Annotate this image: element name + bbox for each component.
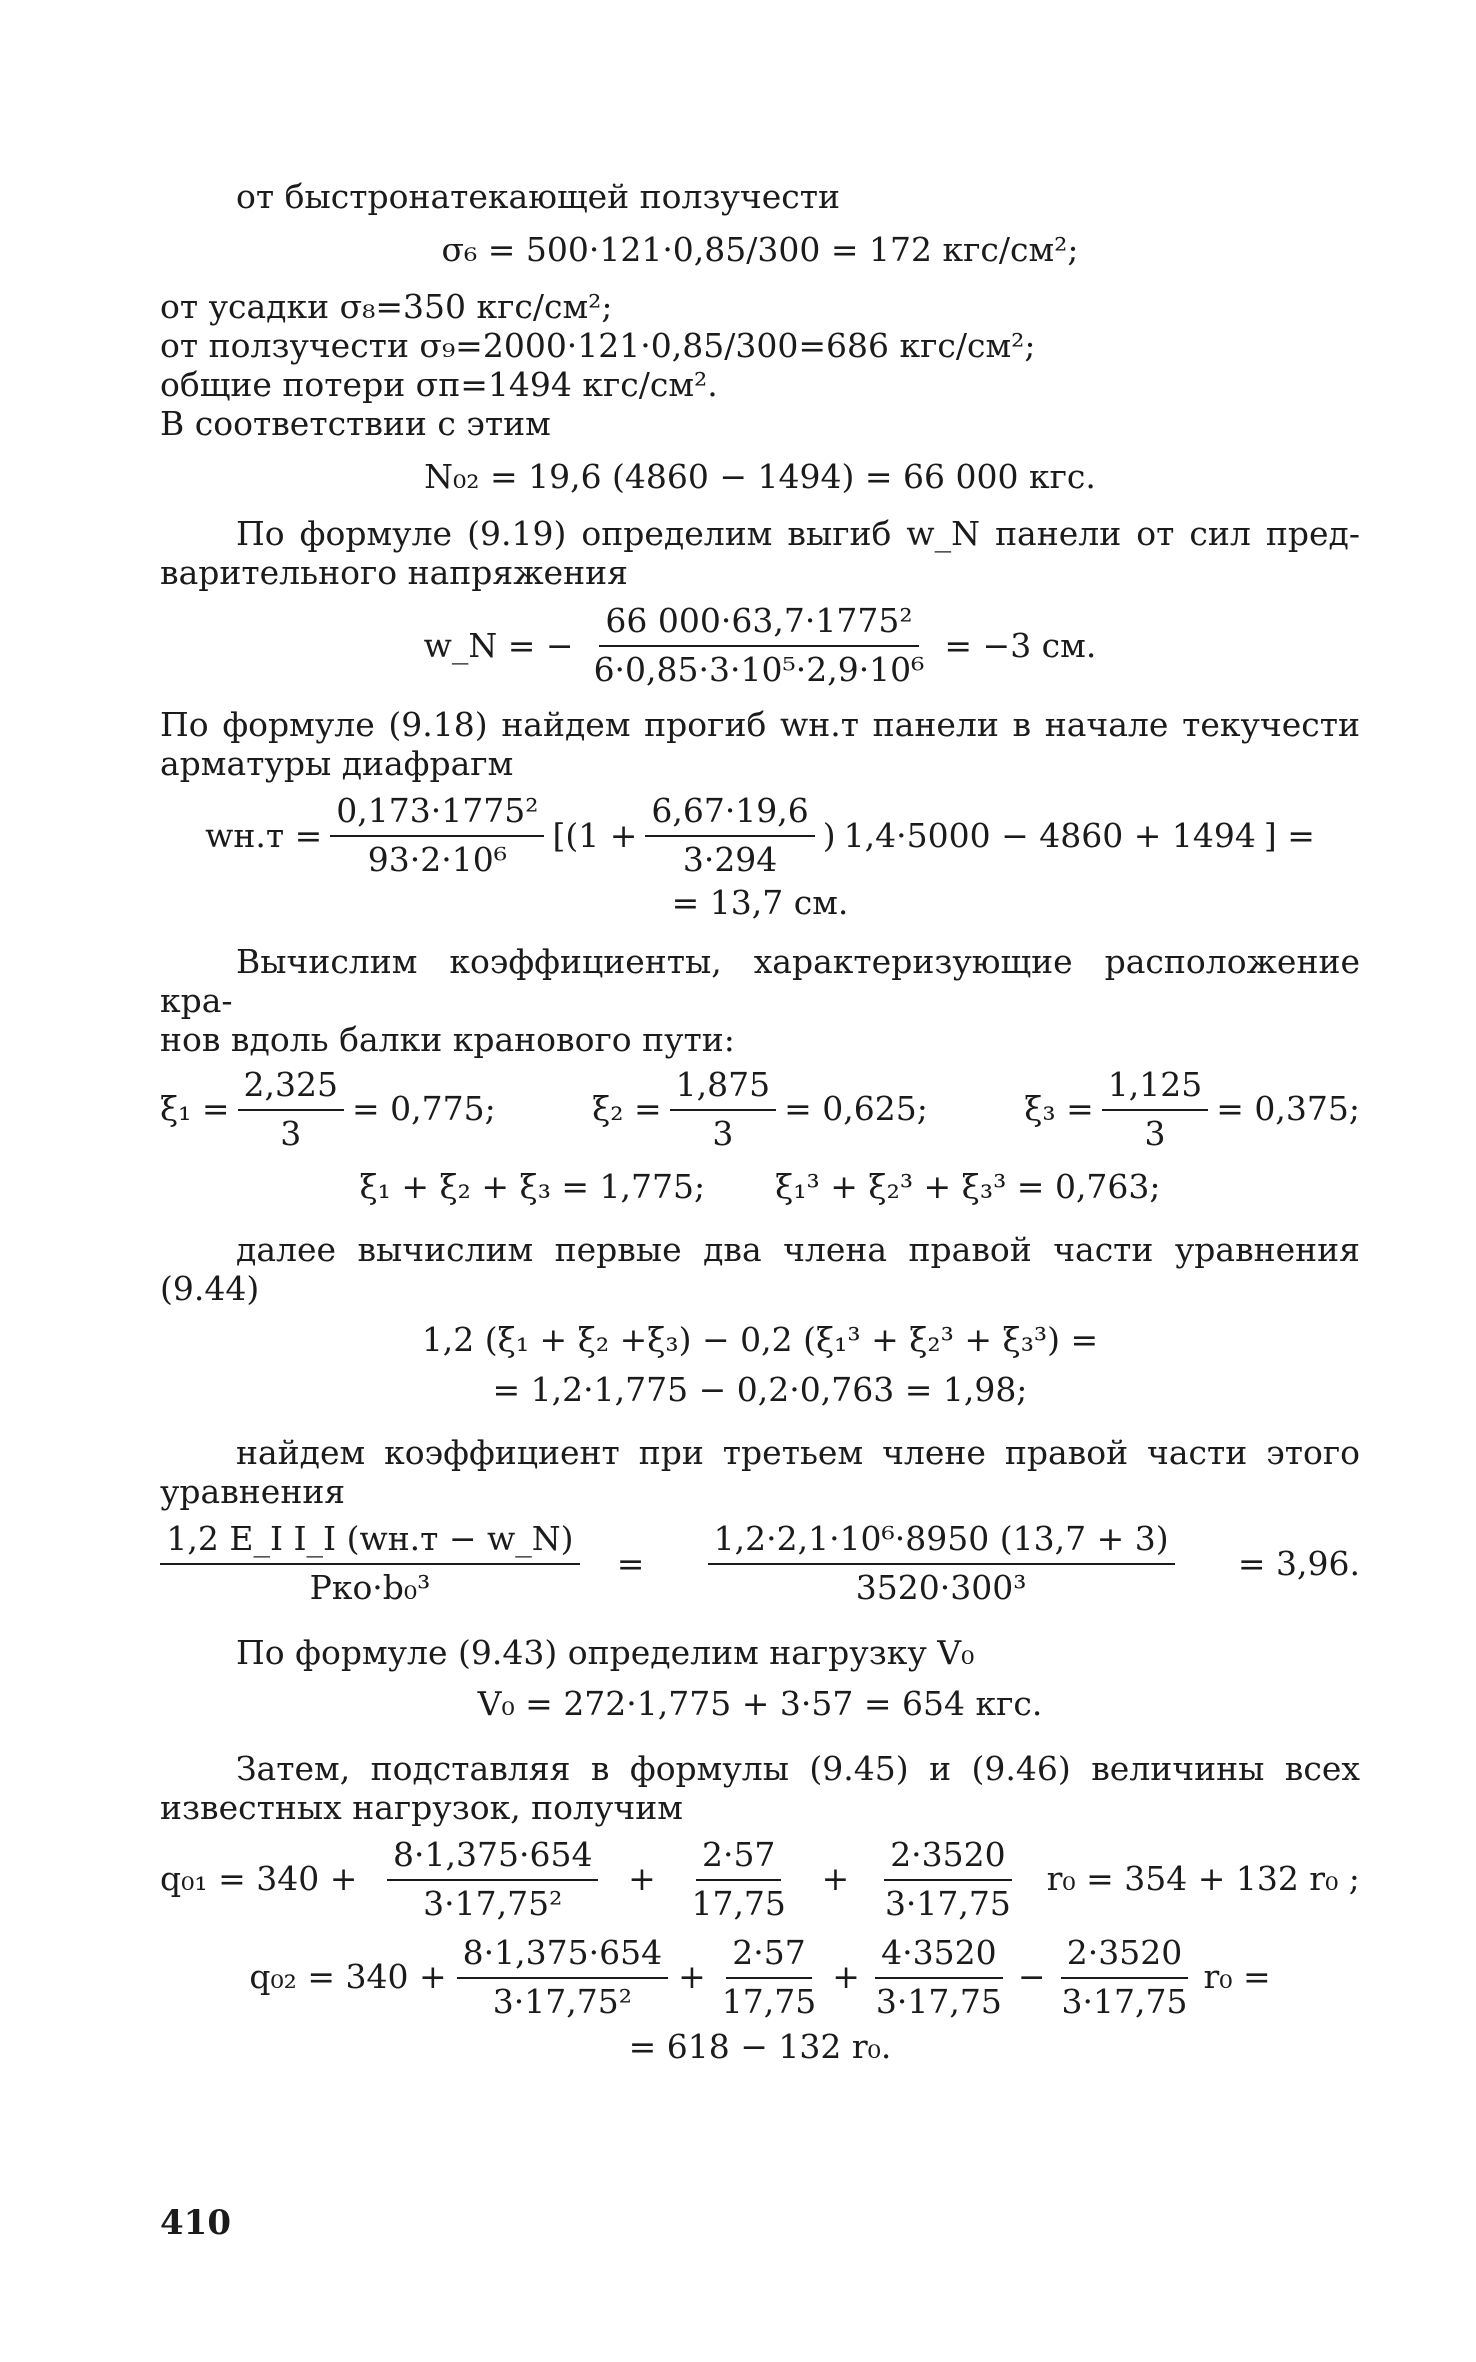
q02-plus-1: + — [678, 1957, 706, 1997]
coef-num-2: 1,2·2,1·10⁶·8950 (13,7 + 3) — [708, 1520, 1175, 1565]
q01-plus-2: + — [821, 1859, 850, 1899]
q01-f1-num: 8·1,375·654 — [387, 1836, 598, 1881]
q02-fraction-4 — [1056, 1934, 1194, 2022]
q01-f1-den: 3·17,75² — [423, 1883, 563, 1923]
text-line: По формуле (9.43) определим нагрузку V₀ — [236, 1633, 975, 1673]
text-line: найдем коэффициент при третьем члене правой части этого — [236, 1433, 1360, 1473]
q02-lhs: q₀₂ = 340 + — [249, 1957, 447, 1997]
q02-f3-den: 3·17,75 — [875, 1981, 1002, 2021]
wnt-fraction-1 — [330, 792, 544, 880]
text-line: общие потери σп=1494 кгс/см². — [160, 364, 718, 404]
wN-numerator: 66 000·63,7·1775² — [599, 602, 918, 647]
coef-equals: = — [616, 1543, 645, 1583]
wN-rhs: = −3 см. — [944, 625, 1097, 665]
formula-wnt-result: = 13,7 см. — [671, 883, 849, 923]
formula-xi — [160, 1066, 1360, 1154]
q01-fraction-1 — [387, 1836, 598, 1924]
wnt-close: ) — [822, 815, 836, 855]
text-line: нов вдоль балки кранового пути: — [160, 1019, 735, 1059]
text-line: Затем, подставляя в формулы (9.45) и (9.46) величины всех — [236, 1749, 1360, 1788]
wN-denominator: 6·0,85·3·10⁵·2,9·10⁶ — [593, 650, 925, 690]
formula-wnt — [160, 792, 1360, 880]
text-line: (9.44) — [160, 1268, 260, 1308]
xi-1-den: 3 — [280, 1113, 302, 1153]
xi-3-fraction — [1102, 1066, 1208, 1154]
text-line: от ползучести σ₉=2000·121·0,85/300=686 кгс/см²; — [160, 325, 1036, 365]
xi-1-fraction — [238, 1066, 344, 1154]
xi-1-num: 2,325 — [238, 1066, 344, 1111]
q01-lhs: q₀₁ = 340 + — [160, 1859, 358, 1899]
text-line: варительного напряжения — [160, 552, 628, 592]
xi-3-den: 3 — [1144, 1113, 1166, 1153]
wnt-num-2: 6,67·19,6 — [645, 792, 814, 837]
page-body — [160, 178, 1360, 2067]
text-line: арматуры диафрагм — [160, 744, 514, 784]
formula-wN — [160, 602, 1360, 690]
formula-first-terms-result: = 1,2·1,775 − 0,2·0,763 = 1,98; — [492, 1370, 1028, 1410]
xi-1 — [160, 1066, 496, 1154]
coef-den-1: Pко·b₀³ — [309, 1568, 431, 1608]
q02-f4-num: 2·3520 — [1061, 1934, 1188, 1979]
xi-2 — [592, 1066, 928, 1154]
q02-plus-2: + — [832, 1957, 860, 1997]
xi-3-lhs: ξ₃ = — [1024, 1089, 1094, 1129]
wN-fraction — [588, 602, 931, 690]
xi-3-rhs: = 0,375; — [1216, 1089, 1360, 1129]
xi-3-num: 1,125 — [1102, 1066, 1208, 1111]
formula-V0: V₀ = 272·1,775 + 3·57 = 654 кгс. — [477, 1684, 1043, 1724]
wnt-tail: 1,4·5000 − 4860 + 1494 — [843, 815, 1256, 855]
q02-rhs: r₀ = — [1203, 1957, 1271, 1997]
wnt-open: [(1 + — [552, 815, 638, 855]
formula-coefficient — [160, 1520, 1360, 1608]
q01-f2-num: 2·57 — [696, 1836, 781, 1881]
formula-N02: N₀₂ = 19,6 (4860 − 1494) = 66 000 кгс. — [424, 456, 1096, 496]
xi-cube-sum: ξ₁³ + ξ₂³ + ξ₃³ = 0,763; — [775, 1166, 1161, 1206]
q01-f2-den: 17,75 — [691, 1883, 786, 1923]
q02-f2-den: 17,75 — [721, 1981, 817, 2021]
text-line: В соответствии с этим — [160, 403, 551, 443]
q02-minus: − — [1017, 1957, 1046, 1997]
xi-2-rhs: = 0,625; — [784, 1089, 928, 1129]
text-line: от усадки σ₈=350 кгс/см²; — [160, 286, 613, 326]
text-line: По формуле (9.18) найдем прогиб wн.т панели в начале текучести — [160, 705, 1360, 745]
q01-fraction-2 — [685, 1836, 791, 1924]
xi-1-rhs: = 0,775; — [352, 1089, 496, 1129]
q01-f3-den: 3·17,75 — [884, 1883, 1011, 1923]
text-line: от быстронатекающей ползучести — [236, 177, 840, 216]
wnt-fraction-2 — [645, 792, 814, 880]
q02-f1-num: 8·1,375·654 — [457, 1934, 668, 1979]
coef-den-2: 3520·300³ — [855, 1568, 1027, 1608]
coef-num-1: 1,2 E_I I_I (wн.т − w_N) — [160, 1520, 579, 1565]
wnt-den-2: 3·294 — [682, 840, 778, 880]
q01-plus-1: + — [628, 1859, 656, 1899]
text-line: уравнения — [160, 1472, 346, 1512]
coef-rhs: = 3,96. — [1237, 1543, 1360, 1583]
xi-2-den: 3 — [712, 1113, 734, 1153]
formula-sigma6: σ₆ = 500·121·0,85/300 = 172 кгс/см²; — [441, 229, 1079, 269]
q01-rhs: r₀ = 354 + 132 r₀ ; — [1046, 1859, 1360, 1899]
q02-fraction-1 — [457, 1934, 668, 2022]
page-number: 410 — [160, 2203, 231, 2243]
q01-fraction-3 — [879, 1836, 1017, 1924]
coef-fraction-2 — [681, 1520, 1201, 1608]
wN-lhs: w_N = − — [423, 625, 574, 665]
formula-first-terms: 1,2 (ξ₁ + ξ₂ +ξ₃) − 0,2 (ξ₁³ + ξ₂³ + ξ₃³) = — [421, 1319, 1099, 1359]
xi-2-num: 1,875 — [670, 1066, 776, 1111]
text-line: Вычислим коэффициенты, характеризующие расположение кра- — [160, 942, 1360, 1020]
formula-xi-sums — [160, 1168, 1360, 1207]
wnt-end: ] = — [1263, 815, 1315, 855]
text-line: По формуле (9.19) определим выгиб w_N панели от сил пред- — [236, 513, 1360, 553]
coef-fraction-1 — [160, 1520, 580, 1608]
q02-f2-num: 2·57 — [726, 1934, 811, 1979]
text-line: далее вычислим первые два члена правой части уравнения — [236, 1229, 1360, 1269]
xi-sum: ξ₁ + ξ₂ + ξ₃ = 1,775; — [359, 1166, 706, 1206]
q02-fraction-3 — [870, 1934, 1008, 2022]
q02-f4-den: 3·17,75 — [1061, 1981, 1188, 2021]
q02-f3-num: 4·3520 — [875, 1934, 1002, 1979]
xi-3 — [1024, 1066, 1360, 1154]
q01-f3-num: 2·3520 — [884, 1836, 1011, 1881]
wnt-lhs: wн.т = — [205, 815, 323, 855]
text-line: известных нагрузок, получим — [160, 1787, 683, 1827]
wnt-den-1: 93·2·10⁶ — [367, 840, 507, 880]
xi-2-lhs: ξ₂ = — [592, 1089, 662, 1129]
wnt-num-1: 0,173·1775² — [330, 792, 544, 837]
xi-1-lhs: ξ₁ = — [160, 1089, 230, 1129]
formula-q02 — [160, 1934, 1360, 2022]
q02-fraction-2 — [716, 1934, 822, 2022]
xi-2-fraction — [670, 1066, 776, 1154]
formula-q01 — [160, 1836, 1360, 1924]
q02-f1-den: 3·17,75² — [492, 1981, 632, 2021]
formula-q02-result: = 618 − 132 r₀. — [628, 2026, 892, 2066]
